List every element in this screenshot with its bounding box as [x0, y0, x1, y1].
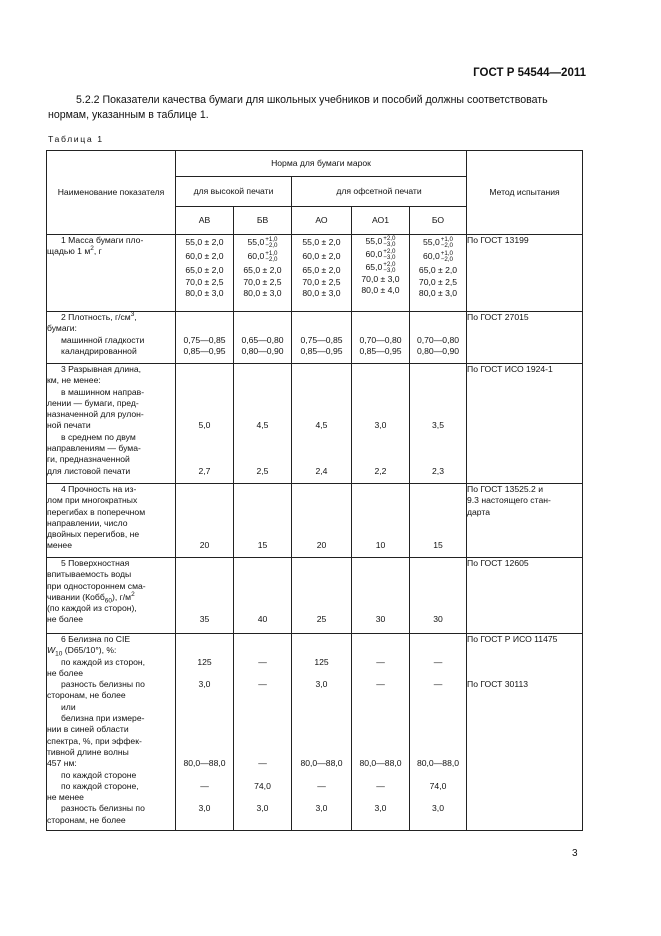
- table-row: [47, 364, 583, 484]
- section-paragraph: 5.2.2 Показатели качества бумаги для школьных учебников и пособий должны соответствовать нормам, указанным в таблице 1.: [48, 94, 548, 121]
- value-cell: 125 3,0 80,0—88,0 — 3,0: [176, 634, 234, 831]
- row-name: 4 Прочность на из- лом при многократных перегибах в поперечном направлении, число двойных перегибов, не менее: [47, 484, 176, 558]
- value-cell: 15: [234, 484, 292, 558]
- row-name: 1 Масса бумаги пло- щадью 1 $м^2$, г: [47, 235, 176, 312]
- method-cell: По ГОСТ 13525.2 и 9.3 настоящего стан- дарта: [467, 484, 583, 558]
- grade-ao: АО: [292, 207, 352, 235]
- method-cell: По ГОСТ 27015: [467, 312, 583, 364]
- header-norm: Норма для бумаги марок: [176, 151, 467, 177]
- tolerance: +2,0 −3,0: [383, 234, 396, 248]
- value-cell: 3,5 2,3: [410, 364, 467, 484]
- value-cell: — — — 74,0 3,0: [234, 634, 292, 831]
- grade-bo: БО: [410, 207, 467, 235]
- method-cell: По ГОСТ ИСО 1924-1: [467, 364, 583, 484]
- value-cell: 55,0 +2,0 −3,0 60,0 +2,0 −3,0 65,0 +2,0 −3,0 70,0 ± 3,0 80,0 ± 4,0: [352, 235, 410, 312]
- page-number: 3: [572, 848, 578, 859]
- value-cell: 0,75—0,85 0,85—0,95: [292, 312, 352, 364]
- table-row: [47, 312, 583, 364]
- value-cell: 0,70—0,80 0,80—0,90: [410, 312, 467, 364]
- tolerance: +1,0 −2,0: [440, 235, 453, 249]
- value-cell: 55,0 +1,0 −2,0 60,0 +1,0 −2,0 65,0 ± 2,0 70,0 ± 2,5 80,0 ± 3,0: [234, 235, 292, 312]
- tolerance: +1,0 −2,0: [265, 249, 278, 263]
- row-name: 5 Поверхностная впитываемость воды при одностороннем сма- чивании (Кобб$_{60}$), $г/м^2$ (по каждой из сторон), не более: [47, 558, 176, 634]
- header-test-method: Метод испытания: [467, 151, 583, 235]
- value-cell: 55,0 ± 2,0 60,0 ± 2,0 65,0 ± 2,0 70,0 ± 2,5 80,0 ± 3,0: [176, 235, 234, 312]
- grade-bv: БВ: [234, 207, 292, 235]
- method-cell: По ГОСТ 12605: [467, 558, 583, 634]
- row-name: 3 Разрывная длина, км, не менее: в машинном направ- лении — бумаги, пред- назначенной для рулон- ной печати в среднем по двум направлениям — бума- ги, предназначенной для листовой печати: [47, 364, 176, 484]
- grade-ao1: АО1: [352, 207, 410, 235]
- value-cell: 35: [176, 558, 234, 634]
- value-cell: 55,0 +1,0 −2,0 60,0 +1,0 −2,0 65,0 ± 2,0 70,0 ± 2,5 80,0 ± 3,0: [410, 235, 467, 312]
- table-row: [47, 558, 583, 634]
- tolerance: +1,0 −2,0: [440, 249, 453, 263]
- value-cell: 125 3,0 80,0—88,0 — 3,0: [292, 634, 352, 831]
- table-row: [47, 235, 583, 312]
- value-cell: 10: [352, 484, 410, 558]
- method-cell: По ГОСТ Р ИСО 11475 По ГОСТ 30113: [467, 634, 583, 831]
- table-row: [47, 484, 583, 558]
- tolerance: +1,0 −2,0: [265, 235, 278, 249]
- value-cell: — — 80,0—88,0 — 3,0: [352, 634, 410, 831]
- value-cell: 0,65—0,80 0,80—0,90: [234, 312, 292, 364]
- value-cell: 3,0 2,2: [352, 364, 410, 484]
- value-cell: 30: [352, 558, 410, 634]
- header-offset-print: для офсетной печати: [292, 177, 467, 207]
- value-cell: 15: [410, 484, 467, 558]
- value-cell: 4,5 2,4: [292, 364, 352, 484]
- value-cell: 20: [176, 484, 234, 558]
- value-cell: — — 80,0—88,0 74,0 3,0: [410, 634, 467, 831]
- value-cell: 0,75—0,85 0,85—0,95: [176, 312, 234, 364]
- header-indicator-name: Наименование показателя: [47, 151, 176, 235]
- value-cell: 5,0 2,7: [176, 364, 234, 484]
- grade-av: АВ: [176, 207, 234, 235]
- value-cell: 0,70—0,80 0,85—0,95: [352, 312, 410, 364]
- value-cell: 4,5 2,5: [234, 364, 292, 484]
- value-cell: 20: [292, 484, 352, 558]
- method-cell: По ГОСТ 13199: [467, 235, 583, 312]
- header-high-print: для высокой печати: [176, 177, 292, 207]
- row-name: 6 Белизна по CIE $W_{10}$ (D65/10°), %: по каждой из сторон, не более разность белизны по сторонам, не более или белизна при измере- нии в синей области спектра, %, при эффек- тивной длине волны 457 нм: по каждой стороне по каждой стороне, не менее разность белизны по сторонам, не более: [47, 634, 176, 831]
- value-cell: 40: [234, 558, 292, 634]
- value-cell: 55,0 ± 2,0 60,0 ± 2,0 65,0 ± 2,0 70,0 ± 2,5 80,0 ± 3,0: [292, 235, 352, 312]
- tolerance: +2,0 −3,0: [383, 247, 396, 261]
- value-cell: 30: [410, 558, 467, 634]
- document-code: ГОСТ Р 54544—2011: [473, 67, 586, 79]
- quality-table: [46, 150, 583, 831]
- value-cell: 25: [292, 558, 352, 634]
- tolerance: +2,0 −3,0: [383, 260, 396, 274]
- table-caption: Таблица 1: [48, 134, 104, 144]
- table-row: [47, 634, 583, 831]
- row-name: 2 Плотность, $г/см^3$, бумаги: машинной гладкости каландрированной: [47, 312, 176, 364]
